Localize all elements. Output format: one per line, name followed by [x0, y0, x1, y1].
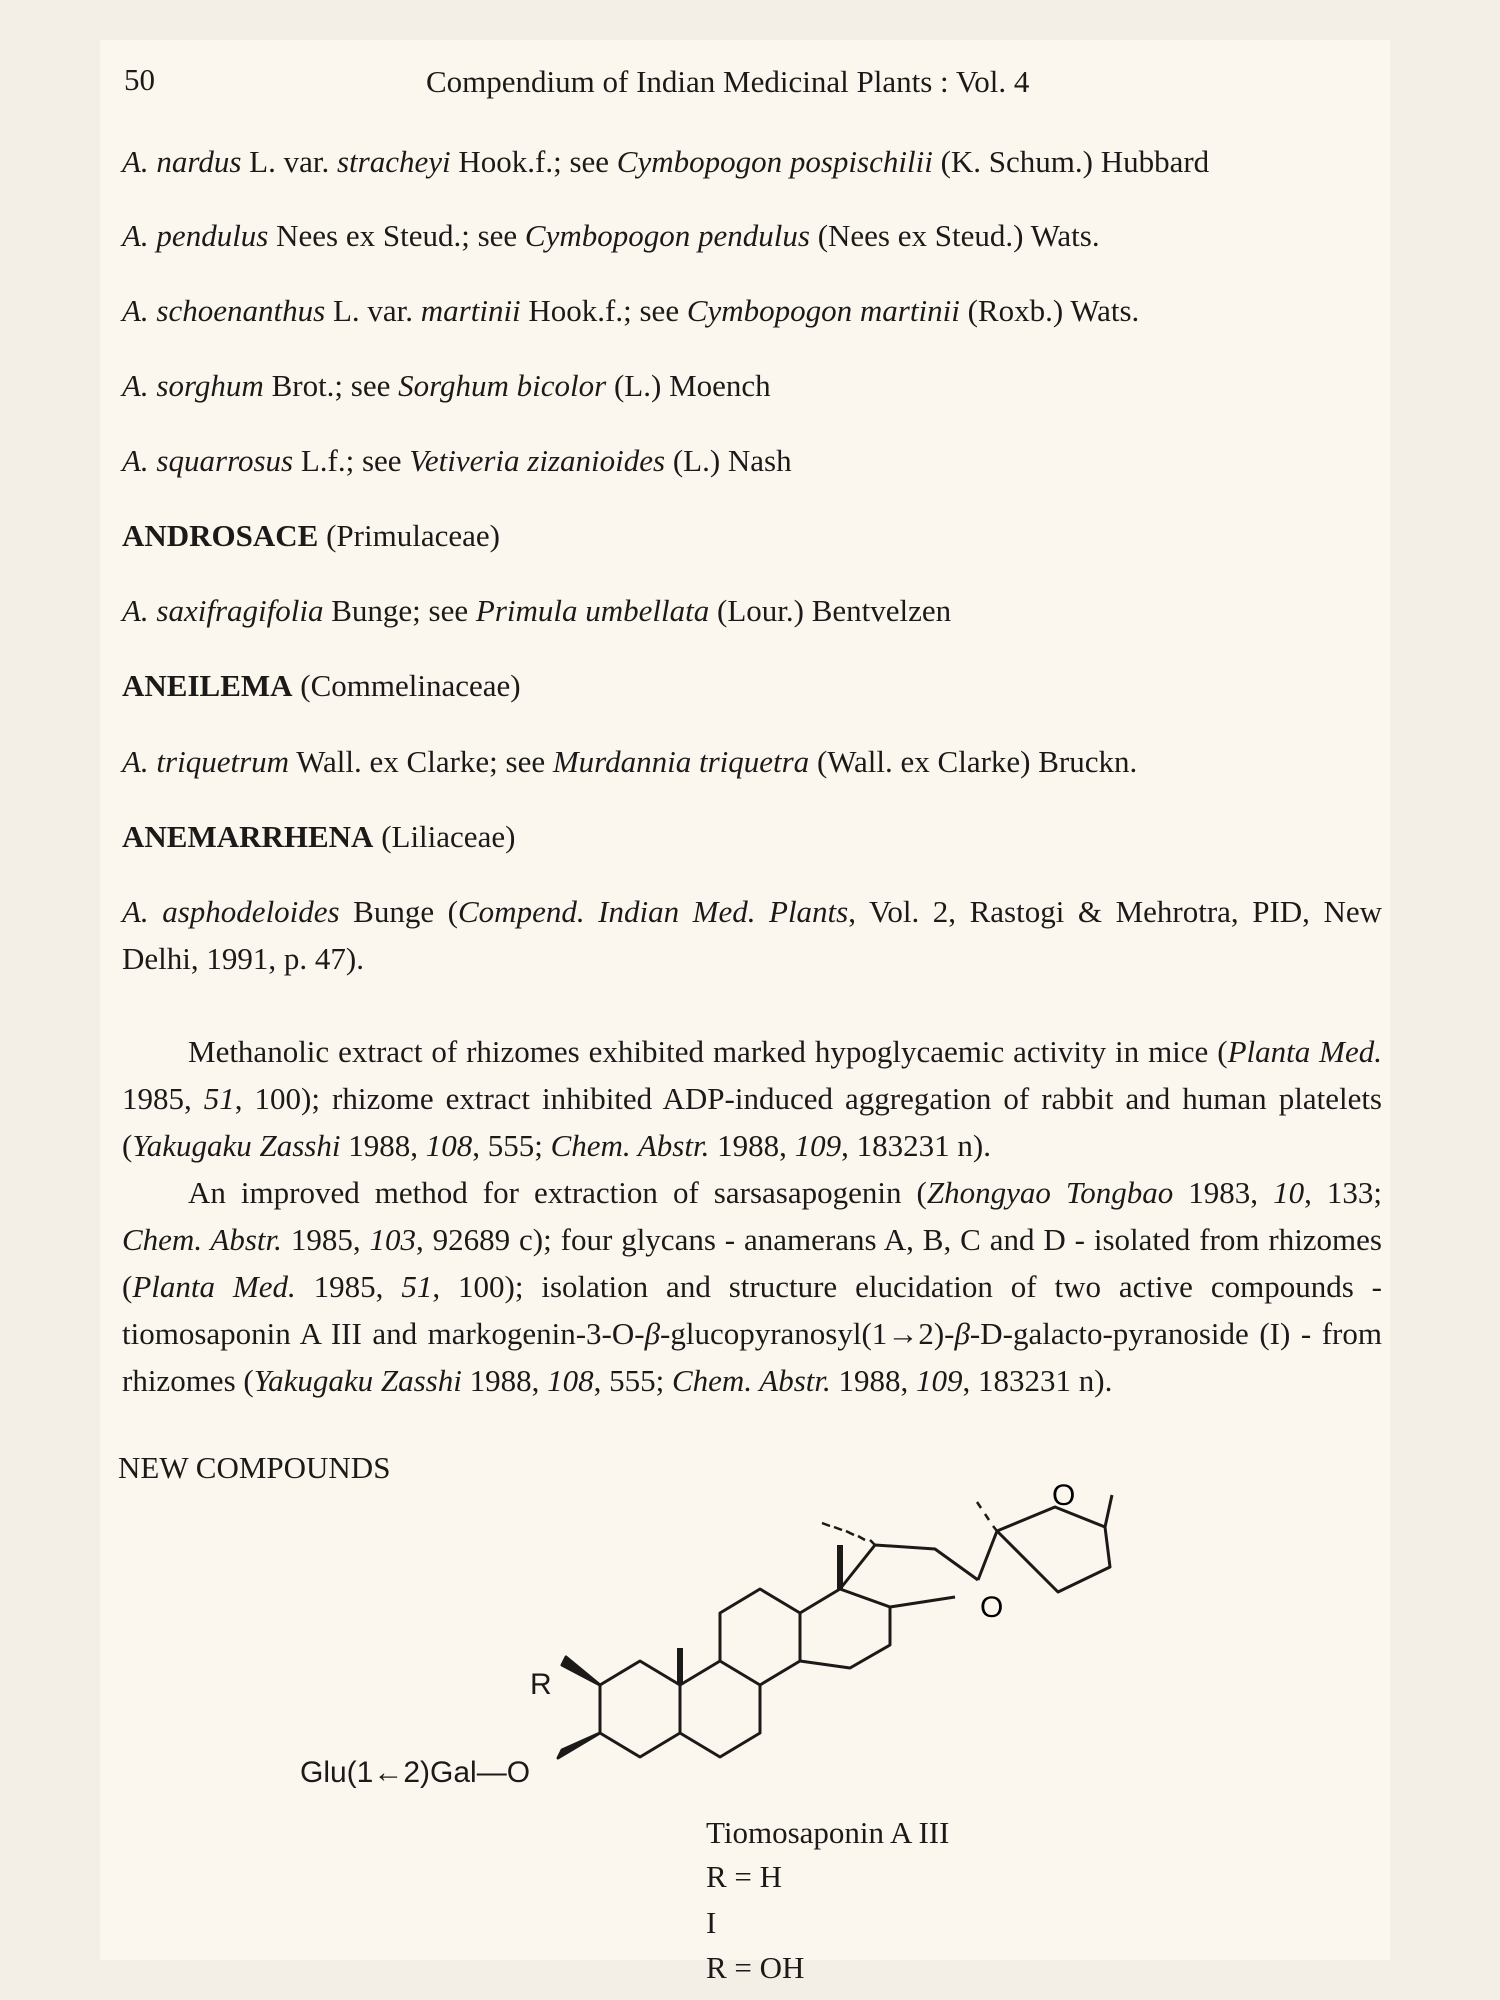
species-name: A. asphodeloides — [122, 894, 340, 929]
text: 1988, — [709, 1128, 795, 1163]
variety-name: martinii — [420, 293, 521, 328]
text: 1988, — [461, 1363, 548, 1398]
r-value-h: R = H — [706, 1859, 783, 1894]
species-name: A. triquetrum — [122, 744, 290, 779]
journal: Zhongyao Tongbao — [926, 1175, 1174, 1210]
oxygen-atom: O — [980, 1591, 1004, 1624]
volume: 103 — [369, 1222, 416, 1257]
text: , Vol. 2, Rastogi & Mehrotra, PID, New Delhi, 1991, p. 47). — [122, 894, 1383, 976]
family-name: (Commelinaceae) — [292, 668, 521, 703]
ring-e — [840, 1545, 978, 1589]
text: An improved method for extraction of sarsasapogenin ( — [188, 1175, 927, 1210]
beta-symbol: β — [644, 1316, 661, 1351]
authority: L. var. — [241, 144, 337, 179]
target-authority: (Nees ex Steud.) Wats. — [809, 218, 1100, 253]
species-name: A. schoenanthus — [122, 293, 326, 328]
genus-name: ANDROSACE — [122, 518, 319, 553]
volume: 51 — [401, 1269, 433, 1304]
sugar-chain: Glu(1←2)Gal—O — [300, 1756, 531, 1789]
text: 1985, — [295, 1269, 402, 1304]
journal: Chem. Abstr. — [122, 1222, 282, 1257]
volume: 10 — [1273, 1175, 1305, 1210]
chemical-structure-diagram — [100, 40, 1390, 1960]
ring-a — [600, 1661, 680, 1757]
text: , 555; — [472, 1128, 551, 1163]
journal: Planta Med. — [1227, 1034, 1382, 1069]
species-name: A. sorghum — [122, 368, 264, 403]
target-species: Cymbopogon pendulus — [524, 218, 810, 253]
family-name: (Primulaceae) — [318, 518, 500, 553]
ring-b — [680, 1661, 760, 1757]
genus-name: ANEILEMA — [122, 668, 293, 703]
r-value-oh: R = OH — [706, 1950, 805, 1985]
ring-d — [800, 1589, 890, 1668]
text: , 100); isolation and structure elucidation of two active compounds - tiomosaponin A III and markogenin-3-O- — [122, 1269, 1383, 1351]
substituent-r: R — [530, 1668, 552, 1701]
oxygen-atom: O — [1052, 1479, 1076, 1512]
text: , 555; — [593, 1363, 672, 1398]
text: 1988, — [830, 1363, 917, 1398]
arrow-symbol: → — [887, 1316, 919, 1351]
target-authority: (Wall. ex Clarke) Bruckn. — [809, 744, 1138, 779]
authority: L.f.; see — [293, 443, 410, 478]
target-species: Cymbopogon martinii — [686, 293, 960, 328]
text: 1985, — [281, 1222, 370, 1257]
target-authority: (L.) Moench — [606, 368, 771, 403]
volume: 109 — [916, 1363, 963, 1398]
journal: Chem. Abstr. — [672, 1363, 831, 1398]
target-authority: (L.) Nash — [665, 443, 792, 478]
authority: Brot.; see — [263, 368, 399, 403]
family-name: (Liliaceae) — [373, 819, 516, 854]
species-name: A. pendulus — [122, 218, 269, 253]
journal: Planta Med. — [132, 1269, 296, 1304]
text: 1985, — [122, 1081, 204, 1116]
authority: Hook.f.; see — [520, 293, 687, 328]
target-authority: (Lour.) Bentvelzen — [709, 593, 952, 628]
text: , 92689 c); four glycans - anamerans A, B, C and D - isolated from rhizomes ( — [122, 1222, 1382, 1304]
target-authority: (Roxb.) Wats. — [959, 293, 1140, 328]
beta-symbol: β — [954, 1316, 970, 1351]
species-name: A. nardus — [122, 144, 242, 179]
species-name: A. squarrosus — [122, 443, 294, 478]
text: 1983, — [1173, 1175, 1274, 1210]
authority: L. var. — [325, 293, 421, 328]
volume: 108 — [547, 1363, 594, 1398]
journal: Chem. Abstr. — [550, 1128, 710, 1163]
text: , 183231 n). — [841, 1128, 991, 1163]
authority: Wall. ex Clarke; see — [289, 744, 553, 779]
target-species: Primula umbellata — [475, 593, 710, 628]
text: , 183231 n). — [962, 1363, 1113, 1398]
reference-title: Compend. Indian Med. Plants — [458, 894, 849, 929]
target-species: Sorghum bicolor — [398, 368, 607, 403]
compound-i-label: I — [706, 1905, 717, 1940]
target-species: Vetiveria zizanioides — [409, 443, 666, 478]
journal: Yakugaku Zasshi — [253, 1363, 462, 1398]
target-authority: (K. Schum.) Hubbard — [932, 144, 1210, 179]
text: 1988, — [340, 1128, 426, 1163]
volume: 109 — [794, 1128, 842, 1163]
page-number: 50 — [124, 62, 155, 97]
species-name: A. saxifragifolia — [122, 593, 324, 628]
new-compounds-heading: NEW COMPOUNDS — [118, 1450, 391, 1485]
journal: Yakugaku Zasshi — [132, 1128, 341, 1163]
authority: Bunge; see — [323, 593, 476, 628]
authority: Nees ex Steud.; see — [268, 218, 525, 253]
ring-f — [978, 1507, 1110, 1592]
ring-c — [720, 1589, 800, 1685]
compound-name: Tiomosaponin A III — [706, 1815, 950, 1850]
authority: Hook.f.; see — [450, 144, 617, 179]
volume: 51 — [203, 1081, 235, 1116]
text: , 133; — [1304, 1175, 1382, 1210]
text: -glucopyranosyl(1 — [660, 1316, 888, 1351]
text: Bunge ( — [339, 894, 458, 929]
text: 2)- — [918, 1316, 955, 1351]
text: Methanolic extract of rhizomes exhibited marked hypoglycaemic activity in mice ( — [188, 1034, 1228, 1069]
target-species: Cymbopogon pospischilii — [616, 144, 933, 179]
text: , 100); rhizome extract inhibited ADP-induced aggregation of rabbit and human platelets ( — [122, 1081, 1382, 1163]
page — [100, 40, 1390, 1985]
volume: 108 — [425, 1128, 473, 1163]
variety-name: stracheyi — [336, 144, 451, 179]
text: -D-galacto-pyranoside (I) - from rhizomes ( — [122, 1316, 1382, 1398]
genus-name: ANEMARRHENA — [122, 819, 374, 854]
running-title: Compendium of Indian Medicinal Plants : Vol. 4 — [426, 64, 1030, 99]
target-species: Murdannia triquetra — [552, 744, 810, 779]
